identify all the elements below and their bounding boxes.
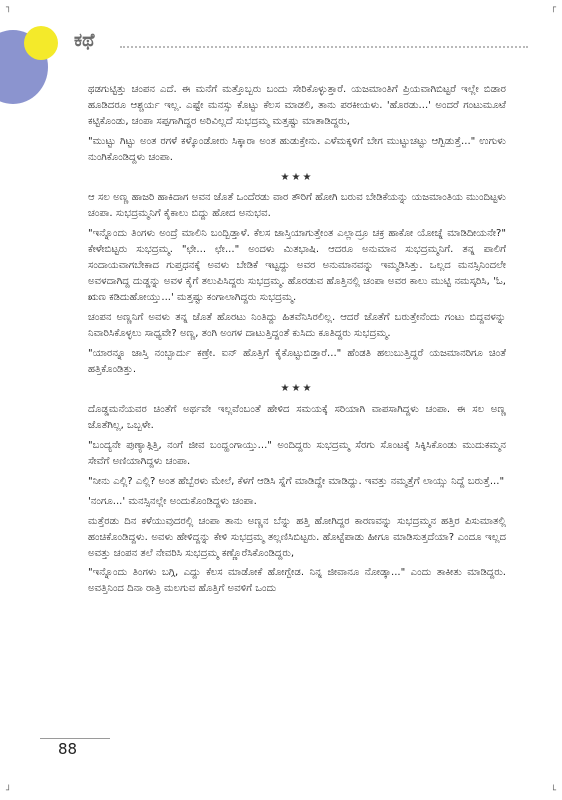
crop-mark-top-left: ┐	[6, 3, 12, 13]
paragraph: ಆ ಸಲ ಅಣ್ಣ ಹಾಜರಿ ಹಾಕಿದಾಗ ಅವನ ಜೊತೆ ಒಂದೆರಡು ವಾರ ತೌರಿಗೆ ಹೋಗಿ ಬರುವ ಬೇಡಿಕೆಯನ್ನು ಯಜಮಾಂತಿಯ ಮುಂದಿಟ್ಟಳು ಚಂಪಾ. ಸುಭದ್ರಮ್ಮನಿಗೆ ಕೈಕಾಲು ಬಿದ್ದು ಹೋದ ಅನುಭವ.	[88, 192, 506, 220]
header-dotted-rule	[120, 46, 528, 48]
paragraph: ಥಡಗುಟ್ಟಿತ್ತು ಚಂಪನ ಎದೆ. ಈ ಮನೆಗೆ ಮತ್ತೊಬ್ಬರು ಬಂದು ಸೇರಿಕೊಳ್ಳುತ್ತಾರೆ. ಯಜಮಾಂತಿಗೆ ಪ್ರಿಯವಾಗಿಬಿಟ್ಟರೆ ಇಲ್ಲೇ ಬಿಡಾರ ಹೂಡಿದರೂ ಆಶ್ಚರ್ಯ ಇಲ್ಲ. ಎಷ್ಟೇ ಮನಸ್ಸು ಕೊಟ್ಟು ಕೆಲಸ ಮಾಡಲಿ, ತಾನು ಪರಕೀಯಳು. 'ಹೊರಡು...' ಅಂದರೆ ಗಂಟುಮೂಟೆ ಕಟ್ಟಿಕೊಂಡು, ಚಂಪಾ ಸಪ್ಪಗಾಗಿದ್ದರ ಅರಿವಿಲ್ಲದೆ ಸುಭದ್ರಮ್ಮ ಮತ್ತಷ್ಟು ಮಾತಾಡಿದ್ದರು,	[88, 84, 506, 127]
paragraph: 'ನಂಗೂ...' ಮನಸ್ಸಿನಲ್ಲೇ ಅಂದುಕೊಂಡಿದ್ದಳು ಚಂಪಾ.	[88, 495, 257, 507]
paragraph: "ಇನ್ನೊಂದು ತಿಂಗಳು ಬಗ್ಗಿ, ಎದ್ದು ಕೆಲಸ ಮಾಡೋಕೆ ಹೋಗ್ಬೇಡ. ನಿನ್ನ ಜೀವಾನೂ ನೋಡ್ಕಾ..." ಎಂದು ತಾಕೀತು ಮಾಡಿದ್ದರು. ಅವತ್ತಿನಿಂದ ದಿನಾ ರಾತ್ರಿ ಮಲಗುವ ಹೊತ್ತಿಗೆ ಅವಳಿಗೆ ಒಂದು	[88, 567, 506, 595]
section-break: ★★★	[280, 383, 314, 395]
paragraph: ದೊಡ್ಡಮನೆಯವರ ಚಿಂತೆಗೆ ಅರ್ಥವೇ ಇಲ್ಲವೆಂಬಂತೆ ಹೇಳಿದ ಸಮಯಕ್ಕೆ ಸರಿಯಾಗಿ ವಾಪಸಾಗಿದ್ದಳು ಚಂಪಾ. ಈ ಸಲ ಅಣ್ಣ ಜೊತೆಗಿಲ್ಲ, ಒಬ್ಬಳೇ.	[88, 404, 506, 432]
page-number: 88	[58, 740, 78, 758]
paragraph: "ಯಾರನ್ನೂ ಜಾಸ್ತಿ ನಂಬ್ಬಾರ್ದು ಕಣ್ರೇ. ಐನ್ ಹೊತ್ತಿಗೆ ಕೈಕೊಟ್ಟುಬಿಡ್ತಾರೆ..." ಹೆಂಡತಿ ಹಲುಬುತ್ತಿದ್ದರೆ ಯಜಮಾನರಿಗೂ ಚಿಂತೆ ಹತ್ತಿಕೊಂಡಿತ್ತು.	[88, 347, 506, 375]
story-body	[88, 82, 506, 601]
footer-rule	[40, 738, 110, 739]
decorative-yellow-circle	[24, 26, 58, 60]
section-title: ಕಥೆ	[74, 30, 95, 51]
paragraph: ಮತ್ತೆರಡು ದಿನ ಕಳೆಯುವುದರಲ್ಲಿ ಚಂಪಾ ತಾನು ಅಣ್ಣನ ಬೆನ್ನು ಹತ್ತಿ ಹೋಗಿದ್ದರ ಕಾರಣವನ್ನು ಸುಭದ್ರಮ್ಮನ ಹತ್ತಿರ ಪಿಸುಮಾತಲ್ಲಿ ಹಂಚಿಕೊಂಡಿದ್ದಳು. ಅವಳು ಹೇಳಿದ್ದನ್ನು ಕೇಳಿ ಸುಭದ್ರಮ್ಮ ತಲ್ಲಣಿಸಿಬಿಟ್ಟರು. ಹೊಟ್ಟೆಪಾಡು ಹೀಗೂ ಮಾಡಿಸುತ್ತದೆಯಾ? ಎಂದೂ ಇಲ್ಲದ ಅವತ್ತು ಚಂಪನ ತಲೆ ನೇವರಿಸಿ ಸುಭದ್ರಮ್ಮ ಕಣ್ಣೊರೆಸಿಕೊಂಡಿದ್ದರು,	[88, 515, 506, 559]
paragraph: "ಮುಟ್ಟು ಗಿಟ್ಟು ಅಂತ ರಗಳೆ ಕಳ್ಕೊಂಡೋರು ಸಿಕ್ಕಾರಾ ಅಂತ ಹುಡುಕ್ತೇನು. ಎಳೆಮಕ್ಕಳಿಗೆ ಬೇಗ ಮುಟ್ಟುಚಟ್ಟು ಆಗ್ಬಿಡುತ್ತೆ..." ಉಗುಳು ನುಂಗಿಕೊಂಡಿದ್ದಳು ಚಂಪಾ.	[88, 135, 506, 163]
paragraph: "ನೀನು ಎಲ್ಲಿ? ಎಲ್ಲಿ? ಅಂತ ಹೆಬ್ಬೆರಳು ಮೇಲೆ, ಕೆಳಗೆ ಆಡಿಸಿ ಸ್ನೆಗೆ ಮಾಡಿದ್ದೇ ಮಾಡಿದ್ದು. ಇವತ್ತು ನಮ್ಮತ್ತೆಗೆ ಲಾಯ್ಸು ನಿದ್ದೆ ಬರುತ್ತೆ..."	[88, 475, 505, 487]
section-break: ★★★	[280, 171, 314, 183]
paragraph: ಚಂಪನ ಅಣ್ಣನಿಗೆ ಅವಳು ತನ್ನ ಜೊತೆ ಹೊರಟು ನಿಂತಿದ್ದು ಹಿತವೆನಿಸಿರಲಿಲ್ಲ. ಆದರೆ ಜೊತೆಗೆ ಬರುತ್ತೇನೆಂದು ಗಂಟು ಬಿದ್ದವಳನ್ನು ನಿವಾರಿಸಿಕೊಳ್ಳಲು ಸಾಧ್ಯವೇ? ಅಣ್ಣ, ತಂಗಿ ಅಂಗಳ ದಾಟುತ್ತಿದ್ದಂತೆ ಕುಸಿದು ಕೂತಿದ್ದರು ಸುಭದ್ರಮ್ಮ.	[88, 311, 506, 339]
crop-mark-bottom-left: ┘	[6, 786, 12, 796]
crop-mark-top-right: ┌	[550, 3, 556, 13]
crop-mark-bottom-right: └	[550, 786, 556, 796]
paragraph: "ಬಂದ್ಯನೇ ಪುಣ್ಯಾತ್ಗಿತ್ತಿ, ನಂಗೆ ಜೀವ ಬಂದ್ಹಂಗಾಯ್ತು..." ಅಂದಿದ್ದರು ಸುಭದ್ರಮ್ಮ ಸೆರಗು ಸೊಂಟಕ್ಕೆ ಸಿಕ್ಕಿಸಿಕೊಂಡು ಮುದುಕಮ್ಮನ ಸೇವೆಗೆ ಅಣಿಯಾಗಿದ್ದಳು ಚಂಪಾ.	[88, 440, 506, 468]
paragraph: "ಇನ್ನೊಂದು ತಿಂಗಳು ಅಂದ್ರೆ ಮಾಲಿನಿ ಬಂದ್ಬಿಡ್ತಾಳೆ. ಕೆಲಸ ಜಾಸ್ತಿಯಾಗುತ್ತೇಂತ ಎಲ್ಲಾದ್ರೂ ಚಕ್ರ ಹಾಕೋ ಯೋಚ್ನೆ ಮಾಡಿದೀಯನೇ?" ಕೇಳೇಬಿಟ್ಟರು ಸುಭದ್ರಮ್ಮ. "ಛೇ... ಛೇ..." ಅಂದಳು ಮಿತಭಾಷಿ. ಆದರೂ ಅನುಮಾನ ಸುಭದ್ರಮ್ಮನಿಗೆ. ತನ್ನ ಪಾಲಿಗೆ ಸಂದಾಯವಾಗಬೇಕಾದ ಗುಪ್ತಧನಕ್ಕೆ ಅವಳು ಬೇಡಿಕೆ ಇಟ್ಟದ್ದು ಅವರ ಅನುಮಾನವನ್ನು ಇಮ್ಮಡಿಸಿತ್ತು. ಒಲ್ಲದ ಮನಸ್ಸಿನಿಂದಲೇ ಅವಳದಾಗಿದ್ದ ದುಡ್ಡನ್ನು ಅವಳ ಕೈಗೆ ತಲುಪಿಸಿದ್ದರು ಸುಭದ್ರಮ್ಮ. ಹೊರಡುವ ಹೊತ್ತಿನಲ್ಲಿ ಚಂಪಾ ಅವರ ಕಾಲು ಮುಟ್ಟಿ ನಮಸ್ಕರಿಸಿ, 'ಓ, ಋಣ ಕಡಿದುಹೋಯ್ತು...' ಮತ್ತಷ್ಟು ಕಂಗಾಲಾಗಿದ್ದರು ಸುಭದ್ರಮ್ಮ.	[88, 228, 506, 303]
